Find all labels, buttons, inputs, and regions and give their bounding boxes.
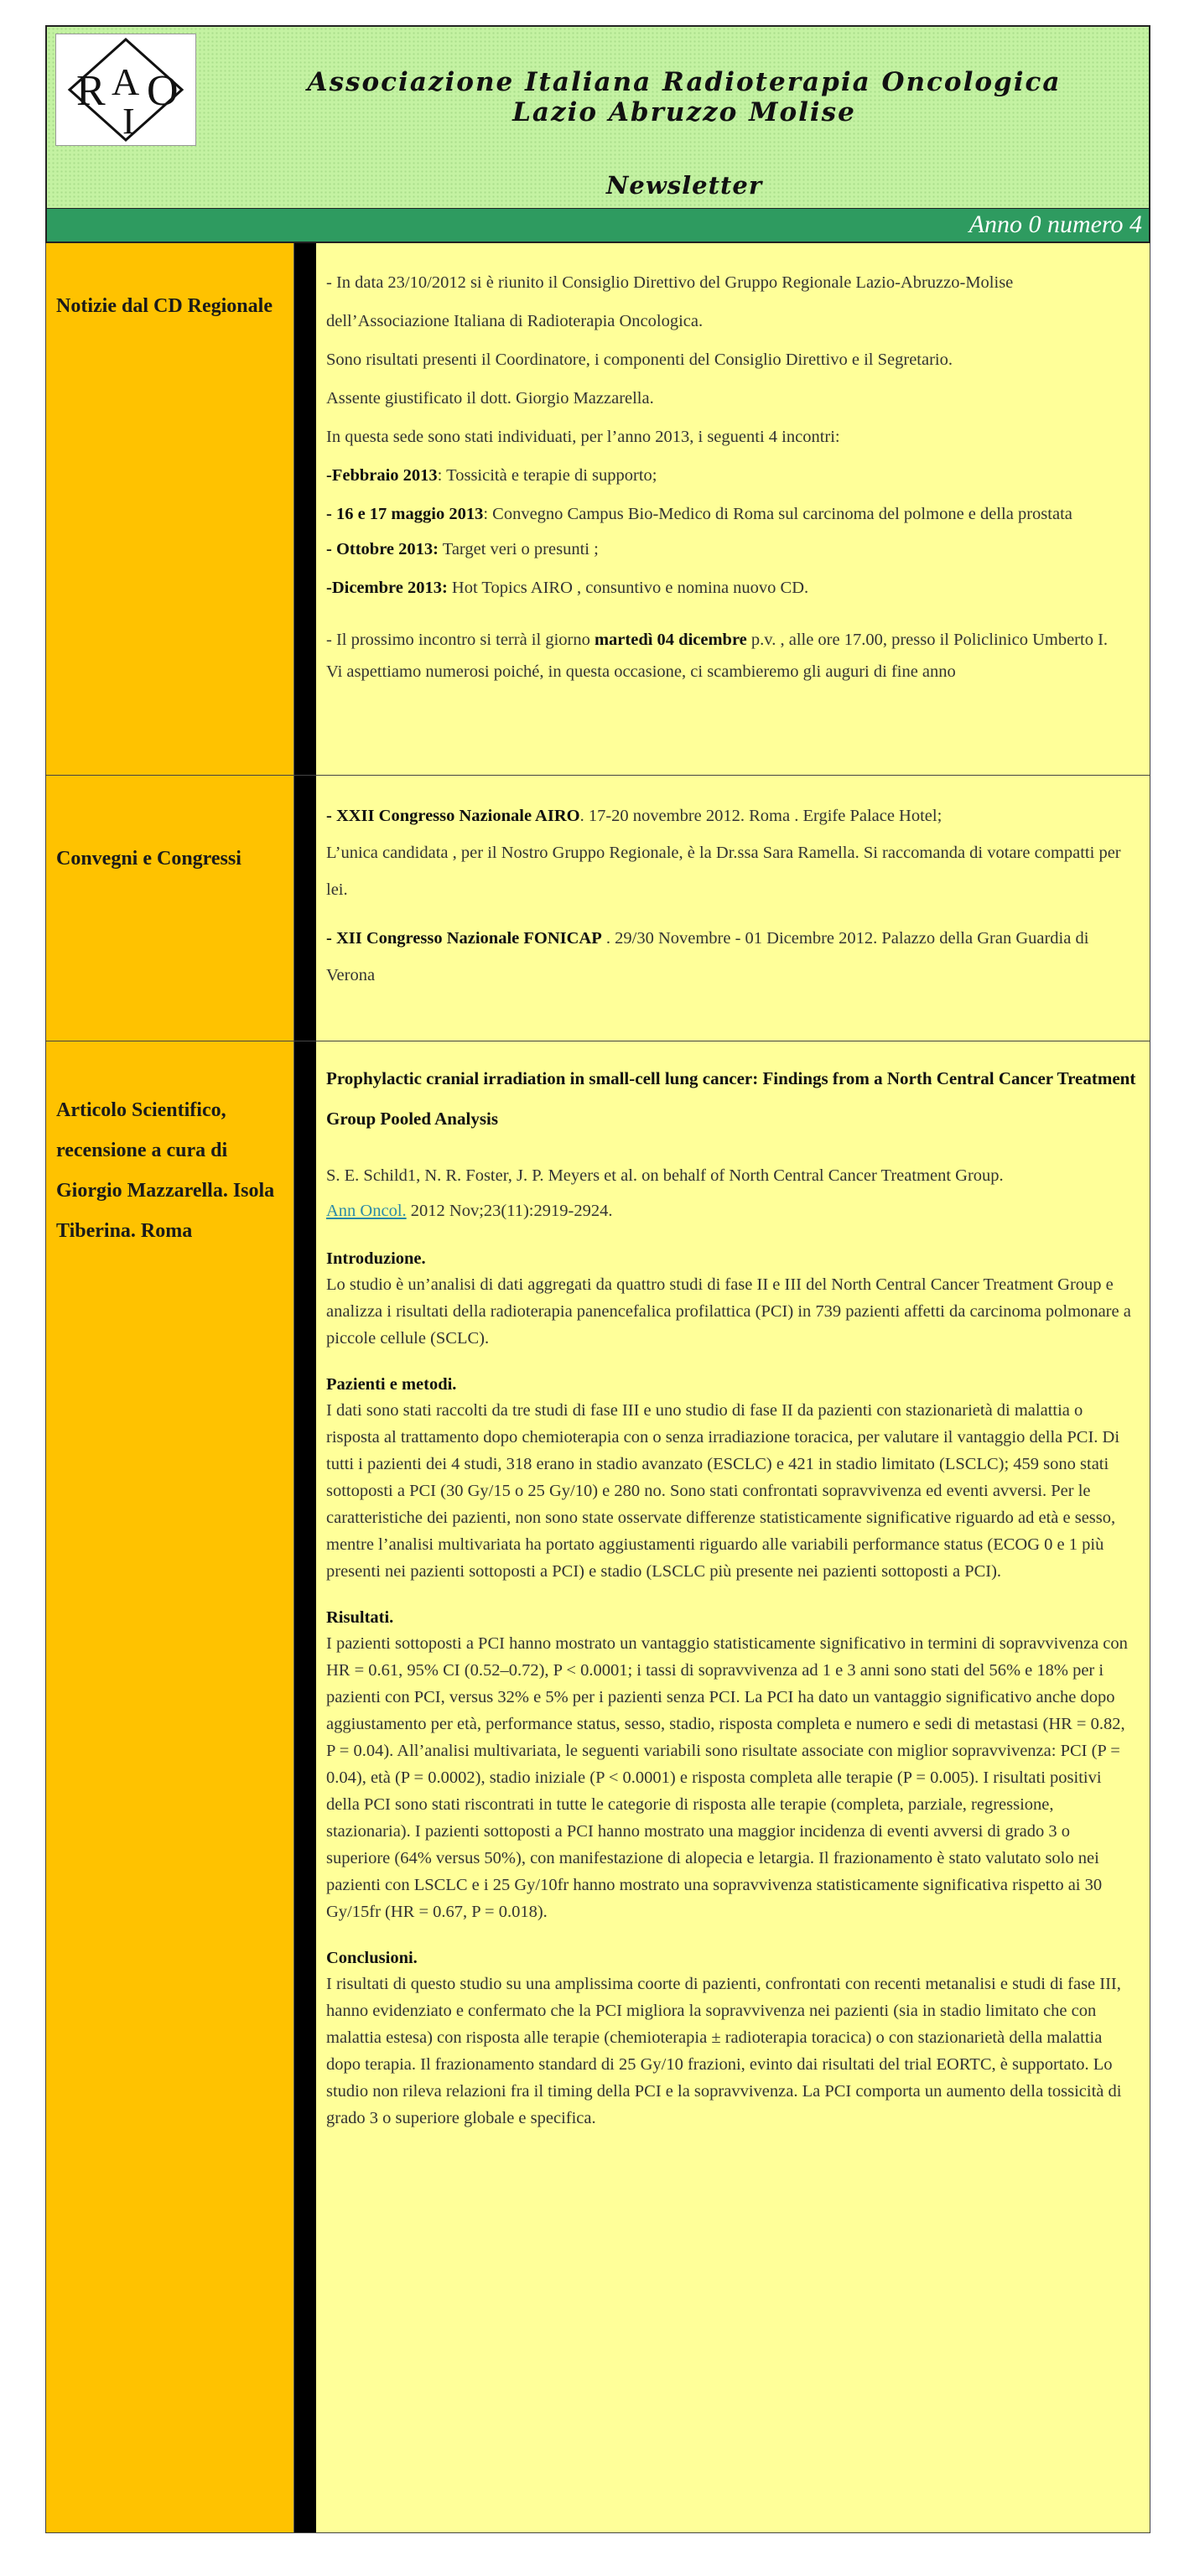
congress-details: . 29/30 Novembre - 01 Dicembre 2012. Palazzo della Gran Guardia di Verona xyxy=(326,929,1089,984)
section-label xyxy=(46,1041,294,2532)
paragraph: - In data 23/10/2012 si è riunito il Consiglio Direttivo del Gruppo Regionale Lazio-Abruzzo-Molise dell’Associazione Italiana di Radioterapia Oncologica. xyxy=(326,273,1014,330)
meeting-item xyxy=(326,569,1138,607)
next-meeting xyxy=(326,627,1138,652)
meeting-item xyxy=(326,530,1138,569)
meeting-date: -Febbraio 2013 xyxy=(326,466,438,485)
congress-item xyxy=(326,797,1138,834)
section-label xyxy=(46,243,294,775)
paragraph: Assente giustificato il dott. Giorgio Mazzarella. xyxy=(326,389,654,408)
next-meeting-place: p.v. , alle ore 17.00, presso il Policlinico Umberto I. xyxy=(746,631,1109,649)
svg-text:A: A xyxy=(112,60,140,103)
methods-text: I dati sono stati raccolti da tre studi di fase III e uno studio di fase II da pazienti con stazionarietà di malattia o risposta al trattamento dopo chemioterapia con o senza irradiazione toracica, per valutare il vantaggio della PCI. Di tutti i pazienti dei 4 studi, 318 erano in stadio avanzato (ESCLC) e 421 in stadio limitato (LSCLC); 459 sono stati sottoposti a PCI (30 Gy/15 o 25 Gy/10) e 280 no. Sono stati confrontati sopravvivenza ed eventi avversi. Per le caratteristiche dei pazienti, non sono state osservate differenze statisticamente significative riguardo ad età e sesso, mentre l’analisi multivariata ha portato aggiustamenti riguardo alle variabili performance status (ECOG 0 e 1 più presenti nei pazienti sottoposti a PCI) e stadio (LSCLC più presente nei pazienti sottoposti a PCI). xyxy=(326,1401,1120,1581)
svg-text:R: R xyxy=(76,67,106,115)
article-content xyxy=(316,1041,1150,2532)
congress-name: - XII Congresso Nazionale FONICAP xyxy=(326,929,602,948)
conclusions-text: I risultati di questo studio su una amplissima coorte di pazienti, confrontati con recenti metanalisi e studi di fase III, hanno evidenziato e confermato che la PCI migliora la sopravvivenza nei pazienti (sia in stadio limitato che con malattia estesa) con risposta alle terapie (chemioterapia ± radioterapia toracica) o con stazionarietà della malattia dopo terapia. Il frazionamento standard di 25 Gy/10 frazioni, evinto dai risultati del trial EORTC, è supportato. Lo studio non rileva relazioni fra il timing della PCI e la sopravvivenza. La PCI comporta un aumento della tossicità di grado 3 o superiore globale e specifica. xyxy=(326,1975,1122,2127)
paragraph: Sono risultati presenti il Coordinatore, i componenti del Consiglio Direttivo e il Segretario. xyxy=(326,351,953,369)
newsletter-page xyxy=(45,25,1150,2533)
results-text: I pazienti sottoposti a PCI hanno mostrato un vantaggio statisticamente significativo in termini di sopravvivenza con HR = 0.61, 95% CI (0.52–0.72), P < 0.0001; i tassi di sopravvivenza ad 1 e 3 anni sono stati del 56% e 18% per i pazienti con PCI, versus 32% e 5% per i pazienti senza PCI. La PCI ha dato un vantaggio significativo anche dopo aggiustamento per età, performance status, sesso, stadio, risposta completa e numero e sedi di metastasi (HR = 0.82, P = 0.04). All’analisi multivariata, le seguenti variabili sono risultate associate con miglior sopravvivenza: PCI (P = 0.04), età (P = 0.0002), stadio iniziale (P < 0.0001) e risposta completa alle terapie (P = 0.005). I risultati positivi della PCI sono stati riscontrati in tutte le categorie di risposta alle terapie (completa, parziale, regressione, stazionaria). I pazienti sottoposti a PCI hanno mostrato una maggior incidenza di eventi avversi di grado 3 o superiore (64% versus 50%), con manifestazione di alopecia e letargia. Il frazionamento è stato valutato solo nei pazienti con LSCLC e i 25 Gy/10fr hanno mostrato una sopravvivenza statisticamente significativa rispetto ai 30 Gy/15fr (HR = 0.67, P = 0.018). xyxy=(326,1634,1128,1921)
section-convegni xyxy=(45,776,1150,1041)
divider-bar xyxy=(294,1041,316,2532)
results-heading: Risultati. xyxy=(326,1608,394,1627)
paragraph: In questa sede sono stati individuati, per l’anno 2013, i seguenti 4 incontri: xyxy=(326,428,840,446)
meeting-date: - 16 e 17 maggio 2013 xyxy=(326,505,484,523)
section-content xyxy=(316,776,1150,1041)
next-meeting-date: martedì 04 dicembre xyxy=(594,631,747,649)
divider-bar xyxy=(294,243,316,775)
meeting-topic: : Tossicità e terapie di supporto; xyxy=(437,466,657,485)
association-line-1: Associazione Italiana Radioterapia Oncologica xyxy=(307,67,1062,97)
congress-note: L’unica candidata , per il Nostro Gruppo Regionale, è la Dr.ssa Sara Ramella. Si raccomanda di votare compatti per lei. xyxy=(326,844,1121,899)
meeting-topic: : Convegno Campus Bio-Medico di Roma sul carcinoma del polmone e della prostata xyxy=(483,505,1072,523)
intro-text: Lo studio è un’analisi di dati aggregati da quattro studi di fase II e III del North Central Cancer Treatment Group e analizza i risultati della radioterapia panencefalica profilattica (PCI) in 739 pazienti affetti da carcinoma polmonare a piccole cellule (SCLC). xyxy=(326,1275,1131,1348)
meeting-date: - Ottobre 2013: xyxy=(326,540,439,558)
closing-note: Vi aspettiamo numerosi poiché, in questa occasione, ci scambieremo gli auguri di fine anno xyxy=(326,662,956,681)
meeting-topic: Hot Topics AIRO , consuntivo e nomina nuovo CD. xyxy=(447,579,809,597)
section-articolo xyxy=(45,1041,1150,2533)
section-label-text: Convegni e Congressi xyxy=(56,848,241,870)
association-line-2: Lazio Abruzzo Molise xyxy=(512,97,856,127)
congress-name: - XXII Congresso Nazionale AIRO xyxy=(326,807,580,825)
svg-text:O: O xyxy=(147,67,179,115)
meeting-item xyxy=(326,456,1138,495)
conclusions-heading: Conclusioni. xyxy=(326,1949,418,1967)
newsletter-header xyxy=(45,25,1150,208)
issue-number: Anno 0 numero 4 xyxy=(45,208,1150,243)
meeting-date: -Dicembre 2013: xyxy=(326,579,448,597)
association-name xyxy=(299,67,1070,127)
section-content xyxy=(316,243,1150,775)
meeting-item xyxy=(326,501,1138,527)
section-cd-regionale xyxy=(45,243,1150,776)
next-meeting-text: - Il prossimo incontro si terrà il giorno xyxy=(326,631,595,649)
congress-item xyxy=(326,920,1138,994)
citation-details: 2012 Nov;23(11):2919-2924. xyxy=(406,1202,613,1220)
intro-heading: Introduzione. xyxy=(326,1249,426,1268)
section-label-text: Notizie dal CD Regionale xyxy=(56,295,273,317)
article-citation xyxy=(326,1194,1138,1228)
congress-details: . 17-20 novembre 2012. Roma . Ergife Palace Hotel; xyxy=(579,807,943,825)
methods-heading: Pazienti e metodi. xyxy=(326,1375,457,1394)
raio-logo xyxy=(55,34,196,146)
raio-logo-icon xyxy=(56,34,195,145)
svg-text:I: I xyxy=(122,101,135,142)
meeting-topic: Target veri o presunti ; xyxy=(438,540,599,558)
article-authors: S. E. Schild1, N. R. Foster, J. P. Meyers et al. on behalf of North Central Cancer Treatment Group. xyxy=(326,1166,1004,1185)
divider-bar xyxy=(294,776,316,1041)
article-title: Prophylactic cranial irradiation in small-cell lung cancer: Findings from a North Central Cancer Treatment Group Pooled Analysis xyxy=(326,1068,1136,1129)
section-label xyxy=(46,776,294,1041)
newsletter-title: Newsletter xyxy=(605,171,763,200)
section-label-text: Articolo Scientifico, recensione a cura di Giorgio Mazzarella. Isola Tiberina. Roma xyxy=(56,1099,275,1242)
journal-link[interactable]: Ann Oncol. xyxy=(326,1202,407,1220)
